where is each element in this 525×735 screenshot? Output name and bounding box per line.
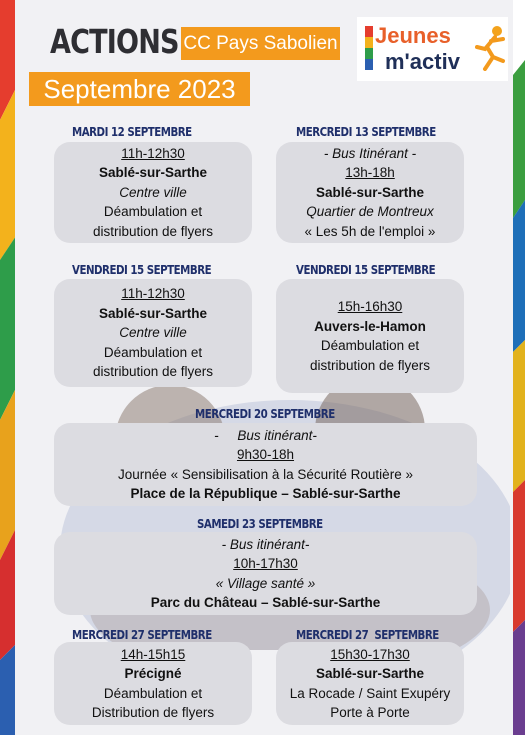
event-bus: - Bus itinérant-	[221, 536, 310, 552]
event-date: VENDREDI 15 SEPTEMBRE	[296, 262, 436, 277]
event-card	[54, 532, 477, 615]
month-banner: Septembre 2023	[29, 72, 250, 106]
event-date: SAMEDI 23 SEPTEMBRE	[197, 516, 323, 531]
event-date: MARDI 12 SEPTEMBRE	[72, 124, 192, 139]
event-description: « Les 5h de l'emploi »	[304, 223, 436, 239]
event-bus: - Bus Itinérant -	[323, 145, 417, 161]
event-place: Sablé-sur-Sarthe	[315, 184, 425, 200]
jeunes-mactiv-logo	[357, 17, 508, 81]
event-time: 11h-12h30	[121, 286, 185, 302]
event-time: 14h-15h15	[120, 646, 186, 662]
event-date: MERCREDI 13 SEPTEMBRE	[296, 124, 436, 139]
event-card	[276, 142, 464, 243]
event-place: Sablé-sur-Sarthe	[98, 165, 208, 181]
event-place: Parc du Château – Sablé-sur-Sarthe	[150, 595, 381, 610]
logo-text-jeunes: Jeunes	[375, 23, 451, 48]
event-date: VENDREDI 15 SEPTEMBRE	[72, 262, 212, 277]
event-description: « Village santé »	[215, 575, 316, 591]
event-description: Déambulation et	[320, 338, 420, 353]
event-description: La Rocade / Saint Exupéry	[289, 685, 451, 701]
event-place: Place de la République – Sablé-sur-Sarthe	[130, 486, 401, 501]
event-time: 15h30-17h30	[330, 646, 410, 662]
event-time: 10h-17h30	[233, 556, 298, 571]
event-place: Sablé-sur-Sarthe	[98, 305, 208, 321]
event-card	[54, 642, 252, 725]
event-card	[54, 423, 477, 506]
event-location: Centre ville	[119, 184, 187, 200]
event-time: 15h-16h30	[337, 299, 403, 314]
event-time: 9h30-18h	[236, 447, 295, 462]
event-description: distribution de flyers	[92, 364, 214, 380]
community-badge: CC Pays Sabolien	[181, 27, 340, 60]
event-time: 13h-18h	[345, 165, 395, 181]
event-description: distribution de flyers	[309, 357, 431, 373]
event-date: MERCREDI 27 SEPTEMBRE	[72, 627, 212, 642]
logo-color-bar	[365, 26, 373, 70]
event-description: Déambulation et	[103, 204, 203, 220]
event-description: Porte à Porte	[330, 705, 410, 720]
event-card	[276, 279, 464, 393]
event-bus: - Bus itinérant-	[214, 427, 317, 443]
event-card	[276, 642, 464, 725]
page-title: ACTIONS	[50, 22, 179, 61]
logo-text-mactiv: m'activ	[385, 49, 460, 74]
event-description: Déambulation et	[103, 344, 203, 360]
event-location: Centre ville	[119, 325, 187, 341]
event-card	[54, 142, 252, 243]
event-place: Sablé-sur-Sarthe	[315, 666, 425, 681]
event-card	[54, 279, 252, 387]
event-place: Auvers-le-Hamon	[314, 318, 426, 334]
running-figure-icon	[473, 25, 507, 71]
event-description: distribution de flyers	[92, 223, 214, 239]
event-description: Distribution de flyers	[91, 705, 215, 720]
event-description: Déambulation et	[103, 685, 203, 701]
event-date: MERCREDI 27 SEPTEMBRE	[296, 627, 439, 642]
event-description: Journée « Sensibilisation à la Sécurité Routière »	[118, 466, 413, 482]
event-date: MERCREDI 20 SEPTEMBRE	[195, 406, 335, 421]
event-time: 11h-12h30	[121, 145, 185, 161]
event-location: Quartier de Montreux	[306, 204, 434, 220]
event-place: Précigné	[124, 666, 182, 681]
